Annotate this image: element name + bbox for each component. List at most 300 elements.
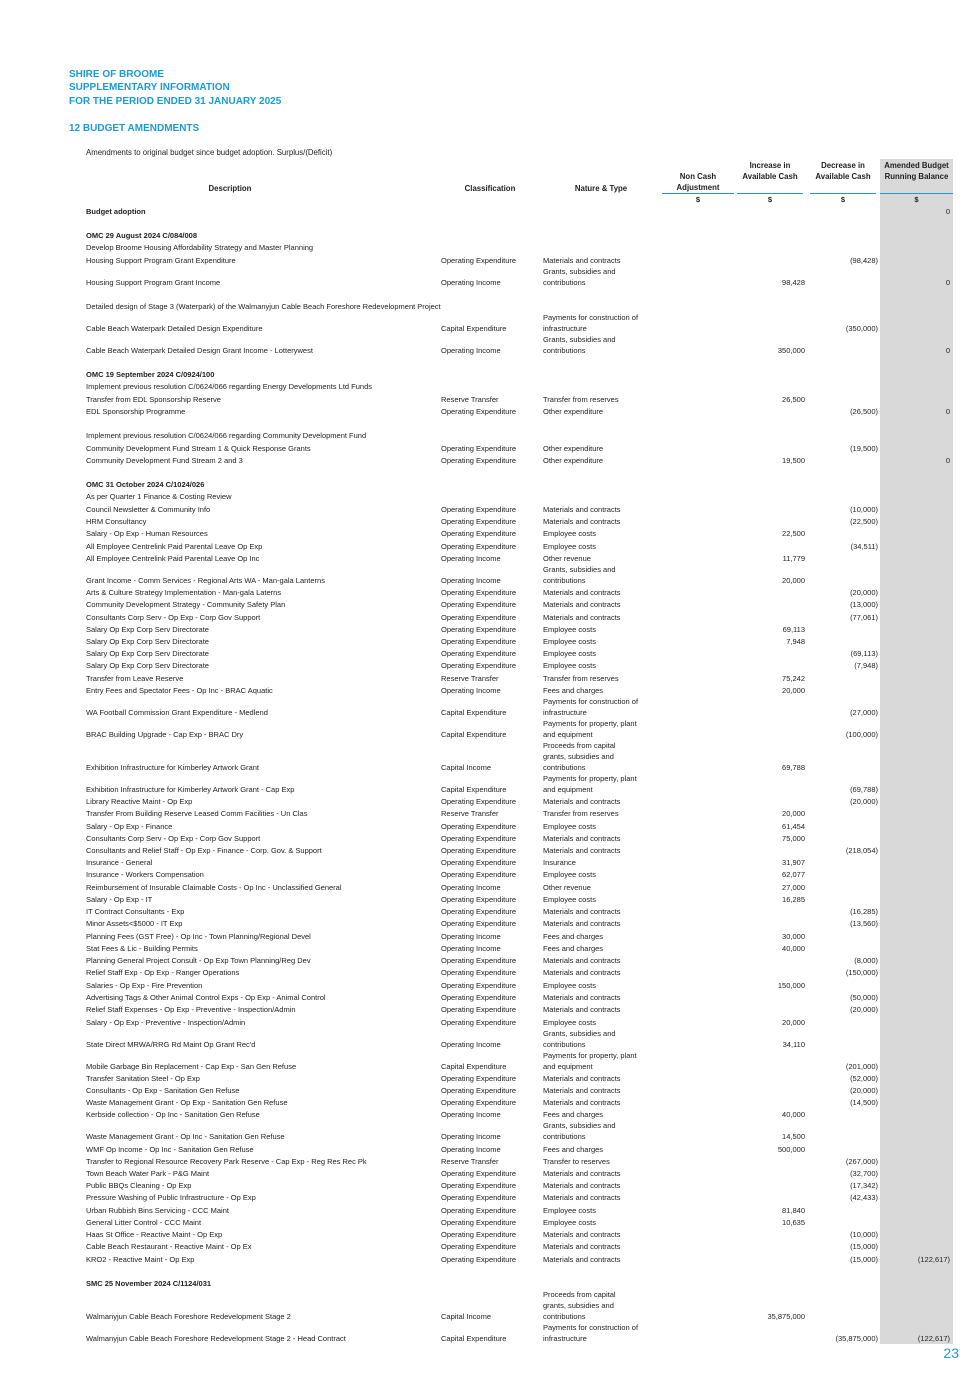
row-description: Relief Staff Exp - Op Exp - Ranger Operations	[86, 968, 240, 977]
row-description: Pressure Washing of Public Infrastructure - Op Exp	[86, 1193, 256, 1202]
row-decrease: (52,000)	[850, 1074, 878, 1083]
row-increase: 61,454	[782, 822, 805, 831]
row-description: EDL Sponsorship Programme	[86, 407, 186, 416]
row-decrease: (10,000)	[850, 505, 878, 514]
row-description: Community Development Fund Stream 1 & Quick Response Grants	[86, 444, 311, 453]
row-decrease: (100,000)	[845, 730, 878, 739]
row-nature: Transfer to reserves	[543, 1157, 610, 1166]
row-decrease: (69,788)	[850, 785, 878, 794]
row-nature: Materials and contracts	[543, 1169, 621, 1178]
row-increase: 31,907	[782, 858, 805, 867]
row-nature: Payments for property, plant	[543, 1051, 637, 1060]
row-classification: Reserve Transfer	[441, 674, 499, 683]
currency-decrease: $	[840, 195, 846, 204]
row-nature: Materials and contracts	[543, 588, 621, 597]
row-classification: Operating Expenditure	[441, 1230, 517, 1239]
row-classification: Operating Expenditure	[441, 542, 517, 551]
row-classification: Operating Expenditure	[441, 661, 517, 670]
col-header-noncash: Non Cash Adjustment	[676, 172, 720, 192]
row-classification: Operating Income	[441, 278, 501, 287]
row-description: Salaries - Op Exp - Fire Prevention	[86, 981, 203, 990]
row-balance: (122,617)	[917, 1334, 950, 1343]
row-description: Exhibition Infrastructure for Kimberley Artwork Grant	[86, 763, 259, 772]
row-classification: Capital Expenditure	[441, 324, 507, 333]
row-classification: Operating Expenditure	[441, 956, 517, 965]
row-increase: 10,635	[782, 1218, 805, 1227]
row-nature: Employee costs	[543, 1218, 596, 1227]
row-description: IT Contract Consultants - Exp	[86, 907, 185, 916]
row-description: Public BBQs Cleaning - Op Exp	[86, 1181, 192, 1190]
row-description: Transfer Sanitation Steel - Op Exp	[86, 1074, 200, 1083]
row-description: Consultants Corp Serv - Op Exp - Corp Gov Support	[86, 613, 261, 622]
row-description: WA Football Commission Grant Expenditure - Medlend	[86, 708, 268, 717]
row-nature: Employee costs	[543, 529, 596, 538]
row-increase: 20,000	[782, 576, 805, 585]
row-nature: Proceeds from capital	[543, 741, 616, 750]
row-increase: 16,285	[782, 895, 805, 904]
row-classification: Operating Expenditure	[441, 1005, 517, 1014]
row-description: Stat Fees & Lic - Building Permits	[86, 944, 198, 953]
row-description: Planning General Project Consult - Op Exp Town Planning/Reg Dev	[86, 956, 311, 965]
row-nature: Other expenditure	[543, 444, 604, 453]
row-classification: Operating Income	[441, 1040, 501, 1049]
row-nature: Other revenue	[543, 883, 591, 892]
row-description: Community Development Fund Stream 2 and 3	[86, 456, 243, 465]
col-header-increase: Increase in Available Cash	[742, 161, 798, 181]
row-decrease: (13,560)	[850, 919, 878, 928]
row-nature: grants, subsidies and	[543, 1301, 614, 1310]
col-header-decrease: Decrease in Available Cash	[815, 161, 871, 181]
row-increase: 26,500	[782, 395, 805, 404]
row-decrease: (77,061)	[850, 613, 878, 622]
row-nature: and equipment	[543, 785, 593, 794]
row-balance: 0	[945, 207, 950, 216]
row-nature: Materials and contracts	[543, 1181, 621, 1190]
row-classification: Operating Income	[441, 1145, 501, 1154]
row-description: Transfer from EDL Sponsorship Reserve	[86, 395, 221, 404]
row-decrease: (267,000)	[845, 1157, 878, 1166]
report-title: SUPPLEMENTARY INFORMATION	[69, 82, 230, 93]
row-description: State Direct MRWA/RRG Rd Maint Op Grant Rec'd	[86, 1040, 256, 1049]
row-classification: Operating Expenditure	[441, 846, 517, 855]
row-classification: Operating Expenditure	[441, 613, 517, 622]
row-description: Cable Beach Waterpark Detailed Design Grant Income - Lotterywest	[86, 346, 313, 355]
row-decrease: (8,000)	[854, 956, 878, 965]
row-nature: Payments for property, plant	[543, 719, 637, 728]
row-decrease: (35,875,000)	[835, 1334, 878, 1343]
row-increase: 20,000	[782, 686, 805, 695]
row-description: Housing Support Program Grant Expenditure	[86, 256, 236, 265]
row-description: Transfer to Regional Resource Recovery Park Reserve - Cap Exp - Reg Res Rec Pk	[86, 1157, 367, 1166]
row-description: Salary - Op Exp - IT	[86, 895, 153, 904]
row-nature: Employee costs	[543, 649, 596, 658]
row-description: As per Quarter 1 Finance & Costing Review	[86, 492, 232, 501]
row-description: Haas St Office - Reactive Maint - Op Exp	[86, 1230, 223, 1239]
row-classification: Operating Expenditure	[441, 649, 517, 658]
row-description: All Employee Centrelink Paid Parental Leave Op Exp	[86, 542, 263, 551]
row-description: Walmanyjun Cable Beach Foreshore Redevelopment Stage 2	[86, 1312, 291, 1321]
row-classification: Operating Expenditure	[441, 517, 517, 526]
row-description: Implement previous resolution C/0624/066 regarding Energy Developments Ltd Funds	[86, 382, 372, 391]
row-classification: Operating Expenditure	[441, 456, 517, 465]
row-decrease: (50,000)	[850, 993, 878, 1002]
row-nature: Employee costs	[543, 625, 596, 634]
row-description: Relief Staff Expenses - Op Exp - Preventive - Inspection/Admin	[86, 1005, 296, 1014]
row-description: KRO2 - Reactive Maint - Op Exp	[86, 1255, 195, 1264]
row-description: Housing Support Program Grant Income	[86, 278, 221, 287]
row-increase: 98,428	[782, 278, 805, 287]
row-description: Salary Op Exp Corp Serv Directorate	[86, 625, 209, 634]
row-description: Transfer From Building Reserve Leased Comm Facilities - Un Clas	[86, 809, 308, 818]
row-increase: 350,000	[777, 346, 805, 355]
row-nature: Employee costs	[543, 822, 596, 831]
row-classification: Reserve Transfer	[441, 1157, 499, 1166]
row-nature: Materials and contracts	[543, 1255, 621, 1264]
row-increase: 69,788	[782, 763, 805, 772]
currency-balance: $	[914, 195, 919, 204]
row-description: Insurance - Workers Compensation	[86, 870, 204, 879]
row-classification: Operating Expenditure	[441, 505, 517, 514]
row-classification: Operating Expenditure	[441, 981, 517, 990]
row-description: Entry Fees and Spectator Fees - Op Inc - BRAC Aquatic	[86, 686, 273, 695]
row-increase: 69,113	[782, 625, 805, 634]
row-classification: Capital Expenditure	[441, 708, 507, 717]
row-nature: Employee costs	[543, 870, 596, 879]
row-nature: Materials and contracts	[543, 613, 621, 622]
row-nature: Materials and contracts	[543, 600, 621, 609]
row-decrease: (42,433)	[850, 1193, 878, 1202]
row-decrease: (10,000)	[850, 1230, 878, 1239]
row-nature: Grants, subsidies and	[543, 267, 616, 276]
row-increase: 20,000	[782, 1018, 805, 1027]
row-nature: contributions	[543, 576, 586, 585]
row-classification: Operating Income	[441, 1110, 501, 1119]
row-nature: Employee costs	[543, 1206, 596, 1215]
row-classification: Operating Expenditure	[441, 895, 517, 904]
row-description: Exhibition Infrastructure for Kimberley Artwork Grant - Cap Exp	[86, 785, 295, 794]
row-classification: Capital Income	[441, 1312, 492, 1321]
row-classification: Operating Expenditure	[441, 588, 517, 597]
row-nature: contributions	[543, 1312, 586, 1321]
row-decrease: (16,285)	[850, 907, 878, 916]
row-nature: Payments for property, plant	[543, 774, 637, 783]
row-description: OMC 19 September 2024 C/0924/100	[86, 370, 215, 379]
row-increase: 40,000	[782, 944, 805, 953]
row-increase: 20,000	[782, 809, 805, 818]
row-description: Salary Op Exp Corp Serv Directorate	[86, 649, 209, 658]
row-classification: Operating Expenditure	[441, 993, 517, 1002]
row-nature: Grants, subsidies and	[543, 1121, 616, 1130]
row-classification: Operating Expenditure	[441, 1018, 517, 1027]
row-description: Salary - Op Exp - Preventive - Inspection/Admin	[86, 1018, 246, 1027]
row-classification: Operating Expenditure	[441, 1086, 517, 1095]
row-nature: Payments for construction of	[543, 697, 639, 706]
row-classification: Operating Income	[441, 1132, 501, 1141]
row-nature: Grants, subsidies and	[543, 1029, 616, 1038]
row-nature: contributions	[543, 346, 586, 355]
row-nature: grants, subsidies and	[543, 752, 614, 761]
row-classification: Operating Expenditure	[441, 1206, 517, 1215]
row-classification: Operating Income	[441, 686, 501, 695]
row-balance: (122,617)	[917, 1255, 950, 1264]
row-description: Minor Assets<$5000 - IT Exp	[86, 919, 183, 928]
row-decrease: (20,000)	[850, 588, 878, 597]
intro-text: Amendments to original budget since budget adoption. Surplus/(Deficit)	[86, 148, 333, 157]
row-nature: contributions	[543, 278, 586, 287]
row-increase: 27,000	[782, 883, 805, 892]
row-nature: Transfer from reserves	[543, 809, 619, 818]
row-classification: Operating Expenditure	[441, 407, 517, 416]
col-header-nature: Nature & Type	[574, 184, 628, 193]
row-decrease: (15,000)	[850, 1255, 878, 1264]
row-classification: Operating Expenditure	[441, 1255, 517, 1264]
page-number: 23	[943, 1345, 959, 1361]
row-nature: Other revenue	[543, 554, 591, 563]
row-classification: Operating Expenditure	[441, 858, 517, 867]
row-description: Insurance - General	[86, 858, 153, 867]
row-decrease: (15,000)	[850, 1242, 878, 1251]
row-nature: Materials and contracts	[543, 505, 621, 514]
row-nature: infrastructure	[543, 324, 587, 333]
row-decrease: (69,113)	[850, 649, 878, 658]
row-nature: Grants, subsidies and	[543, 565, 616, 574]
row-decrease: (20,000)	[850, 1005, 878, 1014]
row-increase: 62,077	[782, 870, 805, 879]
row-nature: Materials and contracts	[543, 1098, 621, 1107]
row-description: Community Development Strategy - Community Safety Plan	[86, 600, 286, 609]
row-classification: Capital Income	[441, 763, 492, 772]
row-description: Consultants - Op Exp - Sanitation Gen Refuse	[86, 1086, 240, 1095]
row-description: Salary - Op Exp - Finance	[86, 822, 173, 831]
col-header-classification: Classification	[464, 184, 516, 193]
row-decrease: (98,428)	[850, 256, 878, 265]
row-description: Reimbursement of Insurable Claimable Costs - Op Inc - Unclassified General	[86, 883, 342, 892]
currency-noncash: $	[695, 195, 701, 204]
col-header-description: Description	[208, 184, 252, 193]
row-classification: Operating Expenditure	[441, 968, 517, 977]
row-decrease: (350,000)	[845, 324, 878, 333]
row-description: All Employee Centrelink Paid Parental Leave Op Inc	[86, 554, 260, 563]
row-increase: 7,948	[786, 637, 805, 646]
row-increase: 150,000	[777, 981, 805, 990]
row-increase: 19,500	[782, 456, 805, 465]
row-decrease: (22,500)	[850, 517, 878, 526]
row-classification: Operating Expenditure	[441, 1169, 517, 1178]
row-decrease: (201,000)	[845, 1062, 878, 1071]
row-description: Council Newsletter & Community Info	[86, 505, 211, 514]
row-classification: Operating Income	[441, 554, 501, 563]
row-description: OMC 29 August 2024 C/084/008	[86, 231, 198, 240]
row-nature: infrastructure	[543, 708, 587, 717]
row-description: Cable Beach Restaurant - Reactive Maint - Op Ex	[86, 1242, 252, 1251]
row-nature: Materials and contracts	[543, 968, 621, 977]
row-description: Consultants and Relief Staff - Op Exp - Finance - Corp. Gov. & Support	[86, 846, 322, 855]
row-increase: 22,500	[782, 529, 805, 538]
row-nature: Fees and charges	[543, 932, 604, 941]
row-nature: Fees and charges	[543, 1110, 604, 1119]
row-decrease: (27,000)	[850, 708, 878, 717]
row-nature: Proceeds from capital	[543, 1290, 616, 1299]
row-increase: 81,840	[782, 1206, 805, 1215]
row-nature: contributions	[543, 1040, 586, 1049]
report-period: FOR THE PERIOD ENDED 31 JANUARY 2025	[69, 96, 282, 107]
row-nature: Other expenditure	[543, 456, 604, 465]
row-classification: Capital Expenditure	[441, 785, 507, 794]
row-classification: Operating Expenditure	[441, 1218, 517, 1227]
row-classification: Operating Expenditure	[441, 1074, 517, 1083]
row-classification: Operating Expenditure	[441, 797, 517, 806]
row-description: Arts & Culture Strategy Implementation - Man-gala Laterns	[86, 588, 282, 597]
row-nature: Insurance	[543, 858, 576, 867]
row-nature: contributions	[543, 1132, 586, 1141]
row-description: OMC 31 October 2024 C/1024/026	[86, 480, 205, 489]
row-increase: 40,000	[782, 1110, 805, 1119]
row-description: Cable Beach Waterpark Detailed Design Expenditure	[86, 324, 263, 333]
row-decrease: (218,054)	[845, 846, 878, 855]
row-classification: Operating Expenditure	[441, 822, 517, 831]
org-name: SHIRE OF BROOME	[69, 69, 165, 80]
row-increase: 34,110	[782, 1040, 805, 1049]
row-nature: Materials and contracts	[543, 1005, 621, 1014]
row-increase: 75,000	[782, 834, 805, 843]
row-nature: Materials and contracts	[543, 1230, 621, 1239]
row-increase: 500,000	[777, 1145, 805, 1154]
row-increase: 11,779	[782, 554, 805, 563]
row-classification: Operating Expenditure	[441, 625, 517, 634]
row-description: Walmanyjun Cable Beach Foreshore Redevelopment Stage 2 - Head Contract	[86, 1334, 346, 1343]
row-description: Town Beach Water Park - P&G Maint	[86, 1169, 210, 1178]
row-classification: Operating Expenditure	[441, 1181, 517, 1190]
row-classification: Operating Expenditure	[441, 1242, 517, 1251]
row-nature: Materials and contracts	[543, 846, 621, 855]
row-classification: Operating Income	[441, 346, 501, 355]
row-classification: Capital Expenditure	[441, 1334, 507, 1343]
row-nature: Materials and contracts	[543, 1086, 621, 1095]
row-description: General Litter Control - CCC Maint	[86, 1218, 202, 1227]
row-nature: and equipment	[543, 1062, 593, 1071]
col-header-balance: Amended Budget Running Balance	[884, 161, 949, 181]
row-classification: Reserve Transfer	[441, 809, 499, 818]
row-nature: Materials and contracts	[543, 1074, 621, 1083]
row-nature: Fees and charges	[543, 1145, 604, 1154]
row-classification: Operating Income	[441, 883, 501, 892]
row-decrease: (20,000)	[850, 797, 878, 806]
row-description: Waste Management Grant - Op Exp - Sanitation Gen Refuse	[86, 1098, 288, 1107]
row-balance: 0	[945, 456, 950, 465]
row-decrease: (32,700)	[850, 1169, 878, 1178]
row-decrease: (34,511)	[850, 542, 878, 551]
row-nature: Employee costs	[543, 637, 596, 646]
row-nature: Materials and contracts	[543, 517, 621, 526]
row-nature: Fees and charges	[543, 686, 604, 695]
row-description: Kerbside collection - Op Inc - Sanitation Gen Refuse	[86, 1110, 260, 1119]
row-description: Implement previous resolution C/0624/066 regarding Community Development Fund	[86, 431, 367, 440]
row-description: Grant Income - Comm Services - Regional Arts WA - Man-gala Lanterns	[86, 576, 325, 585]
row-decrease: (7,948)	[854, 661, 878, 670]
section-title: 12 BUDGET AMENDMENTS	[69, 123, 200, 134]
row-decrease: (26,500)	[850, 407, 878, 416]
row-classification: Operating Expenditure	[441, 256, 517, 265]
row-classification: Operating Expenditure	[441, 1193, 517, 1202]
row-increase: 14,500	[782, 1132, 805, 1141]
row-decrease: (13,000)	[850, 600, 878, 609]
row-nature: Grants, subsidies and	[543, 335, 616, 344]
row-increase: 75,242	[782, 674, 805, 683]
row-description: Urban Rubbish Bins Servicing - CCC Maint	[86, 1206, 229, 1215]
row-nature: Materials and contracts	[543, 834, 621, 843]
row-decrease: (19,500)	[850, 444, 878, 453]
row-description: Mobile Garbage Bin Replacement - Cap Exp - San Gen Refuse	[86, 1062, 297, 1071]
row-nature: Employee costs	[543, 981, 596, 990]
row-description: Waste Management Grant - Op Inc - Sanitation Gen Refuse	[86, 1132, 285, 1141]
row-nature: Fees and charges	[543, 944, 604, 953]
row-nature: and equipment	[543, 730, 593, 739]
row-nature: Materials and contracts	[543, 1193, 621, 1202]
row-classification: Operating Expenditure	[441, 600, 517, 609]
row-nature: contributions	[543, 763, 586, 772]
row-classification: Operating Income	[441, 932, 501, 941]
row-increase: 35,875,000	[767, 1312, 805, 1321]
row-nature: Materials and contracts	[543, 797, 621, 806]
row-description: Budget adoption	[86, 207, 146, 216]
row-nature: Transfer from reserves	[543, 395, 619, 404]
row-description: WMF Op Income - Op Inc - Sanitation Gen Refuse	[86, 1145, 254, 1154]
row-description: Salary - Op Exp - Human Resources	[86, 529, 208, 538]
row-description: Salary Op Exp Corp Serv Directorate	[86, 661, 209, 670]
row-nature: infrastructure	[543, 1334, 587, 1343]
row-description: Consultants Corp Serv - Op Exp - Corp Gov Support	[86, 834, 261, 843]
row-description: Planning Fees (GST Free) - Op Inc - Town Planning/Regional Devel	[86, 932, 311, 941]
row-description: Salary Op Exp Corp Serv Directorate	[86, 637, 209, 646]
row-classification: Reserve Transfer	[441, 395, 499, 404]
row-description: Detailed design of Stage 3 (Waterpark) of the Walmanyjun Cable Beach Foreshore Redevelopment Project	[86, 302, 441, 311]
row-nature: Employee costs	[543, 895, 596, 904]
row-classification: Operating Expenditure	[441, 637, 517, 646]
row-nature: Employee costs	[543, 1018, 596, 1027]
row-balance: 0	[945, 346, 950, 355]
row-classification: Operating Expenditure	[441, 907, 517, 916]
row-decrease: (20,000)	[850, 1086, 878, 1095]
row-nature: Materials and contracts	[543, 1242, 621, 1251]
row-nature: Payments for construction of	[543, 1323, 639, 1332]
row-description: HRM Consultancy	[86, 517, 147, 526]
row-decrease: (14,500)	[850, 1098, 878, 1107]
row-nature: Payments for construction of	[543, 313, 639, 322]
row-nature: Employee costs	[543, 542, 596, 551]
row-classification: Operating Expenditure	[441, 529, 517, 538]
row-description: SMC 25 November 2024 C/1124/031	[86, 1279, 212, 1288]
row-classification: Operating Expenditure	[441, 444, 517, 453]
row-classification: Operating Expenditure	[441, 919, 517, 928]
row-increase: 30,000	[782, 932, 805, 941]
row-classification: Operating Expenditure	[441, 870, 517, 879]
row-nature: Employee costs	[543, 661, 596, 670]
row-classification: Capital Expenditure	[441, 730, 507, 739]
row-nature: Materials and contracts	[543, 919, 621, 928]
row-nature: Materials and contracts	[543, 956, 621, 965]
row-classification: Capital Expenditure	[441, 1062, 507, 1071]
row-nature: Transfer from reserves	[543, 674, 619, 683]
row-nature: Materials and contracts	[543, 907, 621, 916]
row-classification: Operating Expenditure	[441, 1098, 517, 1107]
row-nature: Materials and contracts	[543, 993, 621, 1002]
row-description: Develop Broome Housing Affordability Strategy and Master Planning	[86, 243, 314, 252]
row-description: Transfer from Leave Reserve	[86, 674, 184, 683]
row-description: BRAC Building Upgrade - Cap Exp - BRAC Dry	[86, 730, 244, 739]
row-classification: Operating Expenditure	[441, 834, 517, 843]
row-nature: Materials and contracts	[543, 256, 621, 265]
row-description: Advertising Tags & Other Animal Control Exps - Op Exp - Animal Control	[86, 993, 326, 1002]
